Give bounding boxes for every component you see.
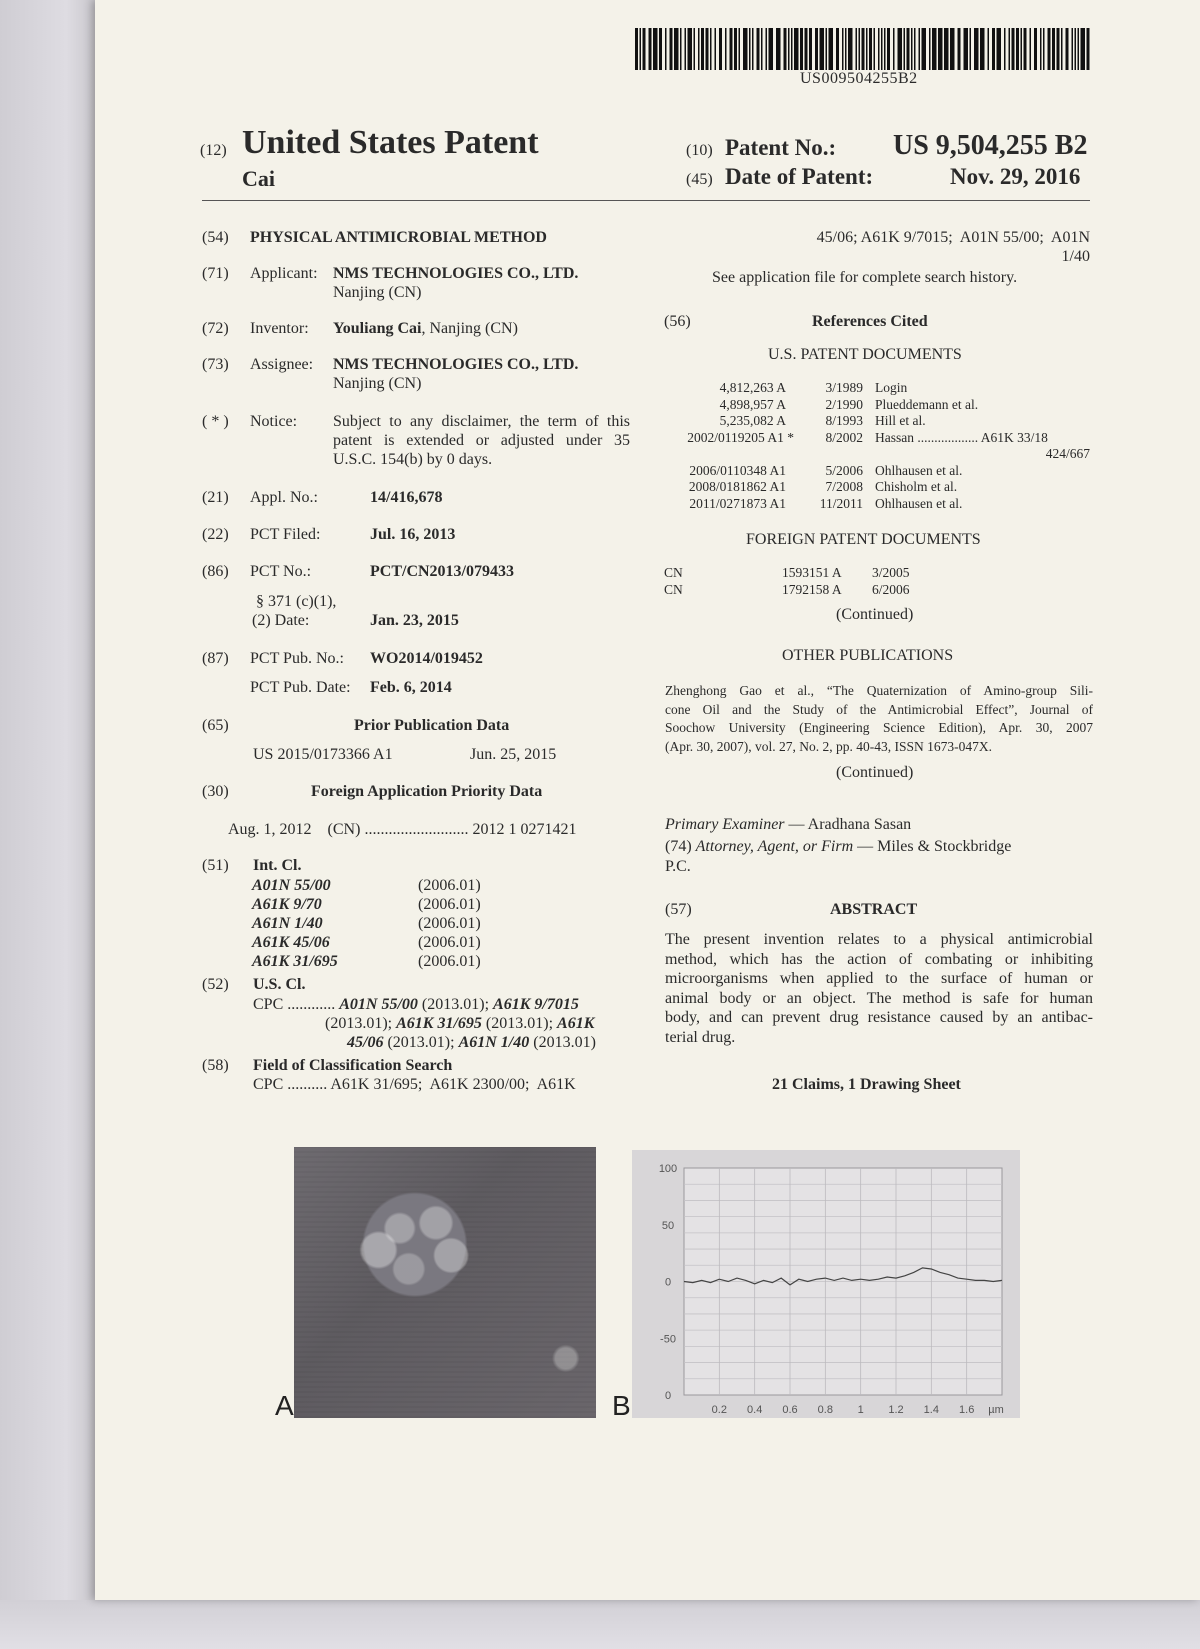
assignee-name: NMS TECHNOLOGIES CO., LTD. [333,356,579,373]
cpc-version: (2013.01); [383,1034,459,1051]
us-doc-date: 11/2011 [819,495,863,511]
barcode-bar [769,28,774,70]
us-doc-number: 2002/0119205 A1 * [687,429,794,445]
int-cl-version: (2006.01) [418,953,481,970]
foreign-doc-country: CN [664,565,683,580]
inventor-entry [333,319,518,338]
us-doc-row [664,463,1094,480]
barcode-bar [878,28,880,70]
y-tick-label: 100 [658,1163,678,1175]
us-doc-name: Ohlhausen et al. [875,462,963,478]
barcode-bar [743,28,748,70]
scan-background-bottom [0,1600,1200,1649]
int-cl-row [252,876,481,895]
code-86: (86) [202,563,229,580]
figure-label-a: A [275,1390,294,1421]
us-docs-list [664,380,1094,512]
barcode-bar [1016,28,1019,70]
abstract-text [665,930,1093,1047]
examiner-name: — Aradhana Sasan [784,816,912,833]
int-cl-code: A61N 1/40 [252,915,323,932]
us-doc-number: 4,812,263 A [719,380,786,395]
barcode-bar [791,28,793,70]
code-30: (30) [202,783,229,800]
cpc-class: A61K 9/7015 [493,996,579,1013]
examiner-label: Primary Examiner [665,816,785,833]
cpc-class: A61K 31/695 [396,1015,482,1032]
date-of-patent-label: Date of Patent: [725,164,874,189]
abstract-line: animal body or an object. The method is safe for human [665,989,1093,1007]
barcode-bar [653,28,658,70]
barcode-bar [922,28,927,70]
cpc-line-2 [325,1014,594,1033]
continued-note: (Continued) [836,764,914,781]
barcode-bar [856,28,858,70]
foreign-doc-date: 6/2006 [872,581,910,597]
us-doc-name: Plueddemann et al. [875,396,979,412]
barcode-bar [1024,28,1027,70]
patent-no-label: Patent No.: [725,135,837,160]
barcode-bar [706,28,709,70]
foreign-priority-title: Foreign Application Priority Data [311,783,543,800]
field-search-cont-2: 1/40 [1061,248,1090,265]
barcode-bar [914,28,916,70]
barcode-bar [1012,28,1015,70]
barcode-bar [1009,28,1011,70]
barcode-bar [649,28,652,70]
barcode-bar [659,28,662,70]
attorney-label: Attorney, Agent, or Firm [695,838,854,855]
us-doc-number: 4,898,957 A [719,396,786,412]
code-51: (51) [202,857,229,874]
int-cl-version: (2006.01) [418,877,481,894]
notice-line-2: patent is extended or adjusted under 35 [333,432,630,449]
code-notice: ( * ) [202,413,229,430]
barcode-bar [752,28,754,70]
code-65: (65) [202,717,229,734]
foreign-doc-number: 1792158 A [782,581,842,597]
barcode-bar [719,28,722,70]
us-doc-row [664,430,1094,447]
us-doc-row [664,496,1094,513]
foreign-doc-number: 1593151 A [782,565,842,580]
notice-line-1: Subject to any disclaimer, the term of this [333,413,630,430]
scan-background-left [0,0,95,1649]
foreign-doc-country: CN [664,581,683,597]
x-tick-label: 1.6 [959,1404,975,1416]
barcode-bar [1075,28,1077,70]
us-doc-name: Login [875,380,908,395]
profile-chart-svg [632,1150,1020,1418]
int-cl-code: A01N 55/00 [252,877,331,894]
cpc-line-1 [253,995,579,1014]
barcode-bar [919,28,921,70]
applicant-label: Applicant: [250,265,318,282]
us-doc-name: Hassan .................. A61K 33/18 [875,429,1048,445]
code-52: (52) [202,976,229,993]
int-cl-code: A61K 45/06 [252,934,330,951]
us-doc-date: 8/2002 [825,429,863,445]
code-57: (57) [665,901,692,918]
barcode-bar [809,28,812,70]
barcode-bar [784,28,787,70]
inventor-surname: Cai [242,166,275,191]
barcode-bar [958,28,961,70]
barcode-bar [988,28,990,70]
barcode-number: US009504255B2 [800,70,918,87]
barcode-bar [1066,28,1069,70]
abstract-title: ABSTRACT [830,901,918,918]
y-tick-label: 0 [664,1276,672,1289]
pct-pub-no-label: PCT Pub. No.: [250,650,344,667]
int-cl-code: A61K 31/695 [252,953,338,970]
references-title: References Cited [812,313,928,330]
us-doc-number: 2006/0110348 A1 [689,462,786,478]
barcode-bar [1061,28,1063,70]
barcode-bar [757,28,760,70]
y-tick-label: 50 [661,1219,675,1232]
us-doc-number: 2008/0181862 A1 [688,479,786,494]
foreign-doc-row [664,565,910,582]
foreign-patent-docs-title: FOREIGN PATENT DOCUMENTS [746,531,981,548]
us-cl-title: U.S. Cl. [253,976,306,993]
us-doc-name: Chisholm et al. [875,479,958,494]
profile-chart-figure-b [632,1150,1020,1418]
attorney-line-2: P.C. [665,858,691,875]
barcode-bar [964,28,969,70]
x-tick-label: 0.6 [782,1404,798,1416]
claims-summary: 21 Claims, 1 Drawing Sheet [772,1076,961,1093]
cpc-class: A61N 1/40 [458,1034,530,1051]
code-10: (10) [686,142,713,159]
other-pub-line: (Apr. 30, 2007), vol. 27, No. 2, pp. 40-43, ISSN 1673-047X. [665,738,992,754]
int-cl-code: A61K 9/70 [252,896,322,913]
pct-no-label: PCT No.: [250,563,312,580]
int-cl-row [252,914,481,933]
other-publication-entry [665,682,1093,756]
us-doc-number: 2011/0271873 A1 [689,495,786,511]
barcode-bar [992,28,995,70]
barcode-bar [974,28,979,70]
barcode-bar [805,28,808,70]
s371-line-1: § 371 (c)(1), [256,593,337,610]
pct-filed: Jul. 16, 2013 [370,526,456,543]
appl-no: 14/416,678 [370,489,443,506]
barcode-bar [862,28,865,70]
cpc-version: (2013.01); [481,1015,558,1032]
code-71: (71) [202,265,229,282]
notice-label: Notice: [250,413,298,430]
x-axis-unit: µm [988,1404,1004,1416]
field-search-title: Field of Classification Search [253,1057,453,1074]
attorney [665,837,1011,856]
cpc-version: (2013.01); [325,1015,397,1032]
barcode-bar [1057,28,1060,70]
barcode-bar [866,28,868,70]
barcode-bar [938,28,943,70]
code-21: (21) [202,489,229,506]
int-cl-version: (2006.01) [418,915,481,932]
int-cl-list [252,876,481,971]
prior-publication-title: Prior Publication Data [354,717,510,734]
us-patent-docs-title: U.S. PATENT DOCUMENTS [768,346,962,363]
barcode-bar [893,28,895,70]
barcode-bar [674,28,679,70]
abstract-line: microorganisms when applied to the surface of human or [665,970,1093,987]
code-74: (74) [665,838,696,855]
barcode-bar [730,28,733,70]
barcode-bar [800,28,803,70]
cpc-class: 45/06 [347,1034,384,1051]
code-58: (58) [202,1057,229,1074]
barcode-bar [701,28,704,70]
code-56: (56) [664,313,691,330]
us-doc-name: Hill et al. [875,413,926,428]
barcode-bar [715,28,717,70]
applicant-name: NMS TECHNOLOGIES CO., LTD. [333,265,579,282]
prior-publication-no: US 2015/0173366 A1 [253,746,393,763]
barcode-bar [997,28,1002,70]
code-45: (45) [686,171,713,188]
code-54: (54) [202,229,229,246]
x-tick-label: 0.4 [747,1404,763,1416]
barcode-bar [815,28,818,70]
abstract-line: body, and can prevent drug resistance caused by an antibac- [665,1009,1093,1026]
other-publications-title: OTHER PUBLICATIONS [782,647,954,664]
barcode-bar [970,28,972,70]
barcode-bar [1072,28,1074,70]
barcode-bar [680,28,682,70]
primary-examiner [665,815,911,834]
barcode-bar [911,28,913,70]
continued-note: (Continued) [836,606,914,623]
int-cl-row [252,933,481,952]
barcode-bar [820,28,825,70]
barcode-bar [710,28,712,70]
afm-image-figure-a [294,1147,596,1418]
int-cl-version: (2006.01) [418,934,481,951]
us-doc-date: 8/1993 [825,413,863,428]
barcode-bar [725,28,727,70]
x-tick-label: 0.2 [711,1404,727,1416]
barcode-bar [739,28,741,70]
abstract-line: The present invention relates to a physical antimicrobial [665,931,1093,948]
inventor-name: Youliang Cai [333,320,422,337]
pct-filed-label: PCT Filed: [250,526,321,543]
foreign-doc-date: 3/2005 [872,565,910,580]
code-22: (22) [202,526,229,543]
other-pub-line: Zhenghong Gao et al., “The Quaternization of Amino-group Sili- [665,683,1093,698]
barcode-bar [859,28,861,70]
barcode-bar [1078,28,1080,70]
barcode-bar [1021,28,1023,70]
barcode-bar [1081,28,1086,70]
barcode-bar [788,28,790,70]
barcode-bar [881,28,883,70]
barcode-bar [1048,28,1051,70]
barcode-bar [685,28,687,70]
foreign-docs-list [664,565,910,598]
int-cl-title: Int. Cl. [253,857,302,874]
code-72: (72) [202,320,229,337]
us-doc-row [664,397,1094,414]
barcode-bar [842,28,844,70]
us-doc-name: Ohlhausen et al. [875,495,963,511]
inventor-location: , Nanjing (CN) [421,320,518,337]
pct-pub-no: WO2014/019452 [370,650,483,667]
header-divider [202,200,1090,201]
us-doc-date: 5/2006 [825,462,863,478]
int-cl-row [252,952,481,971]
barcode-bar [907,28,910,70]
y-tick-label: 0 [664,1390,672,1402]
other-pub-line: cone Oil and the Study of the Antimicrobial Effect”, Journal of [665,701,1093,717]
barcode-bar [694,28,696,70]
cpc-version: (2013.01); [417,996,494,1013]
notice-line-3: U.S.C. 154(b) by 0 days. [333,451,493,468]
barcode-bar [1040,28,1042,70]
us-doc-row [664,446,1094,463]
y-tick-label: -50 [660,1333,676,1346]
barcode-bar [749,28,751,70]
barcode-bar [980,28,985,70]
barcode-bar [929,28,931,70]
barcode-bar [670,28,673,70]
barcode-bar [904,28,906,70]
barcode-bar [932,28,937,70]
us-doc-class: 424/667 [1045,446,1090,461]
cpc-class: A61K [557,1015,595,1032]
barcode-bar [950,28,955,70]
x-tick-label: 1 [857,1404,864,1416]
code-12: (12) [200,142,227,159]
barcode-bar [1087,28,1090,70]
us-doc-date: 7/2008 [825,479,863,494]
cpc-class: A01N 55/00 [339,996,418,1013]
barcode-bar [829,28,834,70]
int-cl-version: (2006.01) [418,896,481,913]
barcode-bar [698,28,700,70]
pct-pub-date: Feb. 6, 2014 [370,679,452,696]
other-pub-line: Soochow University (Engineering Science Edition), Apr. 30, 2007 [665,720,1093,735]
s371-line-2: (2) Date: [252,612,310,629]
barcode-bar [776,28,781,70]
barcode-bar [836,28,839,70]
assignee-location: Nanjing (CN) [333,375,422,392]
barcode-bar [761,28,763,70]
x-tick-label: 0.8 [817,1404,833,1416]
date-of-patent: Nov. 29, 2016 [950,164,1081,189]
abstract-line: terial drug. [665,1028,736,1046]
applicant-location: Nanjing (CN) [333,284,422,301]
assignee-label: Assignee: [250,356,314,373]
barcode-bar [766,28,768,70]
barcode-bar [869,28,872,70]
us-doc-date: 3/1989 [825,380,863,395]
search-history-note: See application file for complete search history. [712,269,1018,286]
s371-date: Jan. 23, 2015 [370,612,459,629]
pct-no: PCT/CN2013/079433 [370,563,514,580]
barcode-bar [1052,28,1055,70]
cpc-line-3 [347,1033,596,1052]
us-doc-date: 2/1990 [825,396,863,412]
appl-no-label: Appl. No.: [250,489,318,506]
barcode-bar [688,28,693,70]
inventor-label: Inventor: [250,320,309,337]
int-cl-row [252,895,481,914]
barcode-bar [665,28,667,70]
barcode-bar [1030,28,1032,70]
prior-publication-date: Jun. 25, 2015 [470,746,557,763]
barcode-bar [884,28,886,70]
field-search-line: CPC .......... A61K 31/695; A61K 2300/00; A61K [253,1076,576,1093]
barcode-bar [1043,28,1045,70]
patent-number: US 9,504,255 B2 [893,130,1088,161]
us-doc-number: 5,235,082 A [719,413,786,428]
x-tick-label: 1.2 [888,1404,904,1416]
figure-label-b: B [612,1390,631,1421]
barcode-bar [874,28,876,70]
barcode-bar [944,28,949,70]
document-title: United States Patent [242,124,539,161]
foreign-doc-row [664,582,910,599]
barcode-bar [640,28,642,70]
invention-title: PHYSICAL ANTIMICROBIAL METHOD [250,229,547,246]
cpc-version: (2013.01) [529,1034,596,1051]
barcode-bar [826,28,828,70]
barcode-bar [898,28,903,70]
foreign-priority-entry: Aug. 1, 2012 (CN) .......................... 2012 1 0271421 [228,821,577,838]
us-doc-row [664,413,1094,430]
abstract-line: method, which has the action of combating or inhibiting [665,950,1093,968]
us-doc-row [664,479,1094,496]
barcode-bar [635,28,638,70]
attorney-name: — Miles & Stockbridge [853,838,1012,855]
barcode-bar [643,28,646,70]
code-73: (73) [202,356,229,373]
x-tick-label: 1.4 [923,1404,939,1416]
barcode-bar [848,28,853,70]
cpc-prefix: CPC ............ [253,996,340,1013]
code-87: (87) [202,650,229,667]
barcode-bar [845,28,847,70]
barcode-graphic [635,28,1091,70]
barcode-bar [887,28,890,70]
barcode-bar [794,28,799,70]
pct-pub-date-label: PCT Pub. Date: [250,679,351,696]
barcode-bar [734,28,737,70]
field-search-cont-1: 45/06; A61K 9/7015; A01N 55/00; A01N [816,229,1090,246]
barcode-bar [1004,28,1006,70]
barcode-bar [1034,28,1037,70]
us-doc-row [664,380,1094,397]
